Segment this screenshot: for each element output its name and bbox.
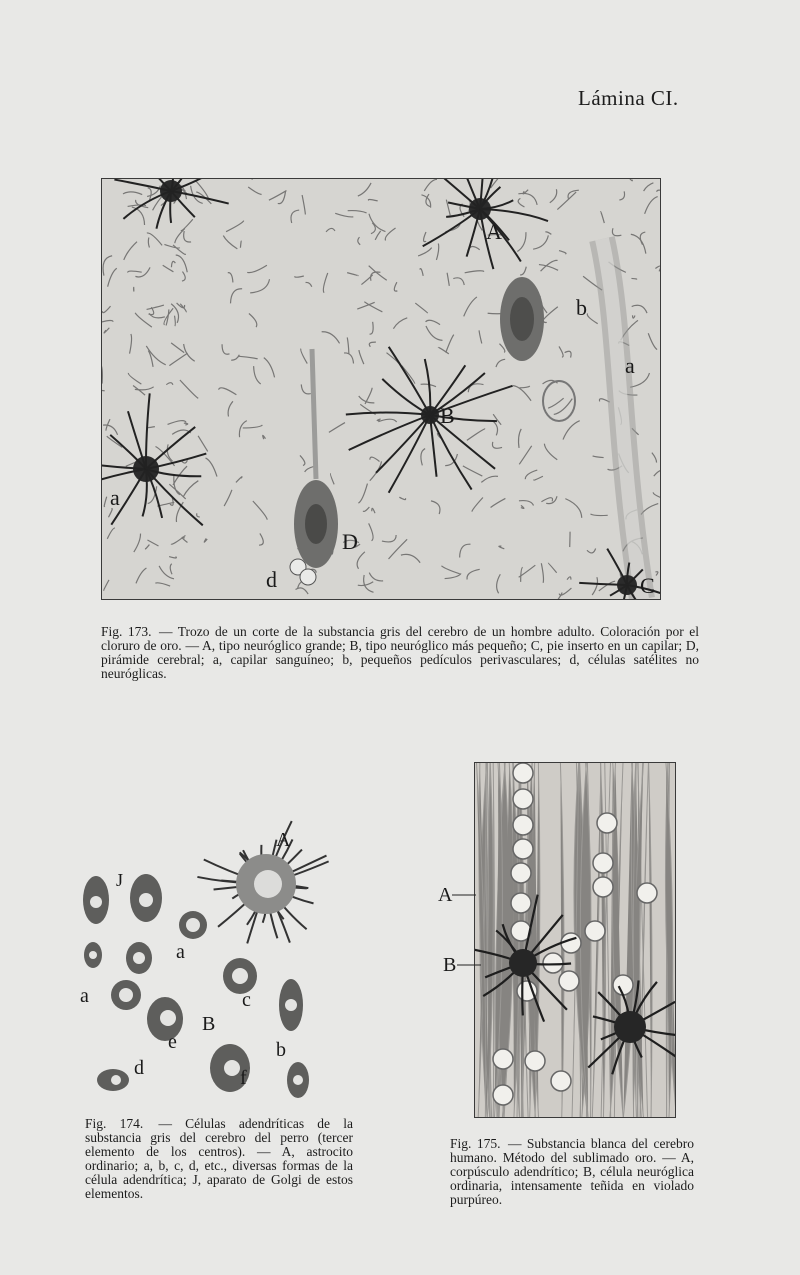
label-A: A (438, 885, 453, 905)
plate-title: Lámina CI. (578, 86, 679, 110)
label-e: e (168, 1031, 177, 1053)
figure-175-illustration (474, 762, 676, 1118)
figure-173-number: Fig. 173. (101, 624, 152, 639)
figure-174-text: — Células adendríticas de la substancia gris del cerebro del perro (tercer elemento de los centros). — A, astrocito ordinario; a, b, c, d, etc., diversas formas de la célula adendrítica; J, aparato de Golgi de estos elementos. (85, 1116, 354, 1201)
figure-175-text: — Substancia blanca del cerebro humano. Método del sublimado oro. — A, corpúsculo adendrítico; B, célula neuróglica ordinaria, intensamente teñida en violado purpúreo. (450, 1136, 694, 1207)
figure-175-label-A-leader (436, 885, 474, 910)
label-D: D (342, 529, 358, 554)
figure-175-number: Fig. 175. (450, 1136, 501, 1151)
figure-174-illustration (76, 812, 366, 1102)
figure-174-number: Fig. 174. (85, 1116, 144, 1131)
label-a-lower: a (80, 985, 89, 1007)
label-a-upper: a (176, 941, 185, 963)
label-B: B (440, 403, 455, 428)
figure-173-caption (101, 625, 699, 681)
label-f: f (240, 1067, 247, 1089)
figure-173-illustration (101, 178, 661, 600)
label-b: b (276, 1039, 286, 1061)
label-a-capillary: a (625, 353, 635, 378)
figure-175-label-B-leader (441, 955, 481, 980)
label-J: J (116, 870, 124, 890)
label-d: d (266, 567, 277, 592)
label-C: C (640, 573, 655, 598)
figure-174-caption (85, 1117, 353, 1201)
label-A: A (276, 829, 291, 851)
label-A: A (486, 219, 502, 244)
label-d: d (134, 1057, 144, 1079)
label-B: B (443, 955, 457, 975)
label-B: B (202, 1013, 216, 1035)
label-b: b (576, 295, 587, 320)
figure-173-text: — Trozo de un corte de la substancia gris del cerebro de un hombre adulto. Coloración por el cloruro de oro. — A, tipo neuróglico grande; B, tipo neuróglico más pequeño; C, pie inserto en un capilar; D, pirámide cerebral; a, capilar sanguíneo; b, pequeños pedículos perivasculares; d, células satélites no neuróglicas. (101, 624, 699, 681)
figure-175-caption (450, 1137, 694, 1207)
label-a-left: a (110, 485, 120, 510)
label-c: c (242, 989, 251, 1011)
